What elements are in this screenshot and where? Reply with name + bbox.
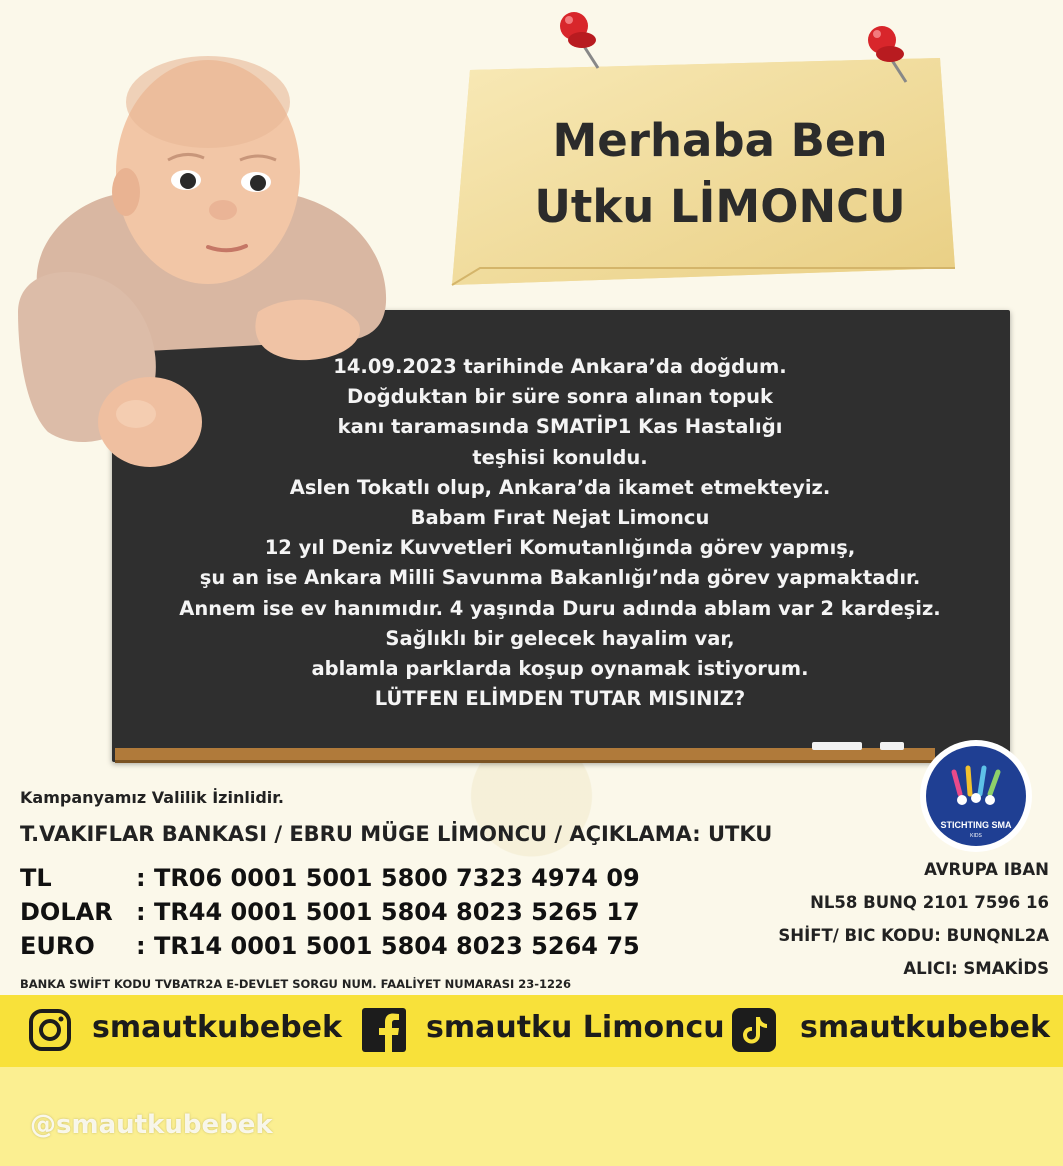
board-line: 12 yıl Deniz Kuvvetleri Komutanlığında görev yapmış, bbox=[264, 536, 856, 560]
permit-note: Kampanyamız Valilik İzinlidir. bbox=[20, 788, 284, 807]
chalk bbox=[880, 742, 904, 750]
board-line: Sağlıklı bir gelecek hayalim var, bbox=[385, 626, 735, 650]
note-title-line1: Merhaba Ben bbox=[552, 114, 888, 167]
currency-label: TL bbox=[20, 864, 52, 892]
board-line: Aslen Tokatlı olup, Ankara’da ikamet etmekteyiz. bbox=[289, 475, 831, 499]
instagram-icon[interactable] bbox=[28, 1008, 72, 1052]
tiktok-handle[interactable]: smautkubebek bbox=[800, 1010, 1050, 1045]
board-line: LÜTFEN ELİMDEN TUTAR MISINIZ? bbox=[374, 687, 746, 711]
iban-value: : TR06 0001 5001 5800 7323 4974 09 bbox=[136, 864, 640, 892]
board-line: kanı taramasında SMATİP1 Kas Hastalığı bbox=[337, 415, 783, 439]
note-title bbox=[470, 108, 970, 240]
iban-row-tl bbox=[20, 864, 640, 892]
watermark: @smautkubebek bbox=[30, 1110, 273, 1140]
europe-iban: NL58 BUNQ 2101 7596 16 bbox=[810, 893, 1049, 912]
iban-value: : TR44 0001 5001 5804 8023 5265 17 bbox=[136, 898, 640, 926]
logo-text: STICHTING SMA bbox=[940, 820, 1012, 830]
iban-row-euro bbox=[20, 932, 640, 960]
board-line: şu an ise Ankara Milli Savunma Bakanlığı’nda görev yapmaktadır. bbox=[199, 566, 921, 590]
board-line: ablamla parklarda koşup oynamak istiyorum. bbox=[311, 657, 809, 681]
pushpin-icon bbox=[858, 20, 914, 90]
board-line: 14.09.2023 tarihinde Ankara’da doğdum. bbox=[333, 355, 787, 378]
tiktok-icon[interactable] bbox=[732, 1008, 776, 1052]
europe-iban-label: AVRUPA IBAN bbox=[924, 860, 1049, 879]
iban-row-dolar bbox=[20, 898, 640, 926]
board-line: Doğduktan bir süre sonra alınan topuk bbox=[347, 385, 773, 409]
instagram-handle[interactable]: smautkubebek bbox=[92, 1010, 342, 1045]
board-line: teşhisi konuldu. bbox=[472, 445, 648, 469]
swift-line: BANKA SWİFT KODU TVBATR2A E-DEVLET SORGU NUM. FAALİYET NUMARASI 23-1226 bbox=[20, 977, 572, 991]
blackboard-ledge bbox=[115, 748, 935, 763]
board-line: Babam Fırat Nejat Limoncu bbox=[410, 506, 710, 530]
baby-photo bbox=[18, 42, 398, 472]
stichting-sma-logo bbox=[918, 738, 1034, 854]
europe-recipient: ALICI: SMAKİDS bbox=[903, 959, 1049, 978]
currency-label: DOLAR bbox=[20, 898, 113, 926]
currency-label: EURO bbox=[20, 932, 95, 960]
board-line: Annem ise ev hanımıdır. 4 yaşında Duru adında ablam var 2 kardeşiz. bbox=[179, 596, 941, 620]
logo-subtext: KIDS bbox=[970, 833, 982, 839]
note-title-line2: Utku LİMONCU bbox=[534, 180, 906, 233]
iban-value: : TR14 0001 5001 5804 8023 5264 75 bbox=[136, 932, 640, 960]
chalk bbox=[812, 742, 862, 750]
facebook-icon[interactable] bbox=[362, 1008, 406, 1052]
facebook-handle[interactable]: smautku Limoncu bbox=[426, 1010, 725, 1045]
bank-title: T.VAKIFLAR BANKASI / EBRU MÜGE LİMONCU / AÇIKLAMA: UTKU bbox=[20, 822, 773, 846]
pushpin-icon bbox=[550, 6, 606, 76]
europe-bic: SHİFT/ BIC KODU: BUNQNL2A bbox=[778, 926, 1049, 945]
